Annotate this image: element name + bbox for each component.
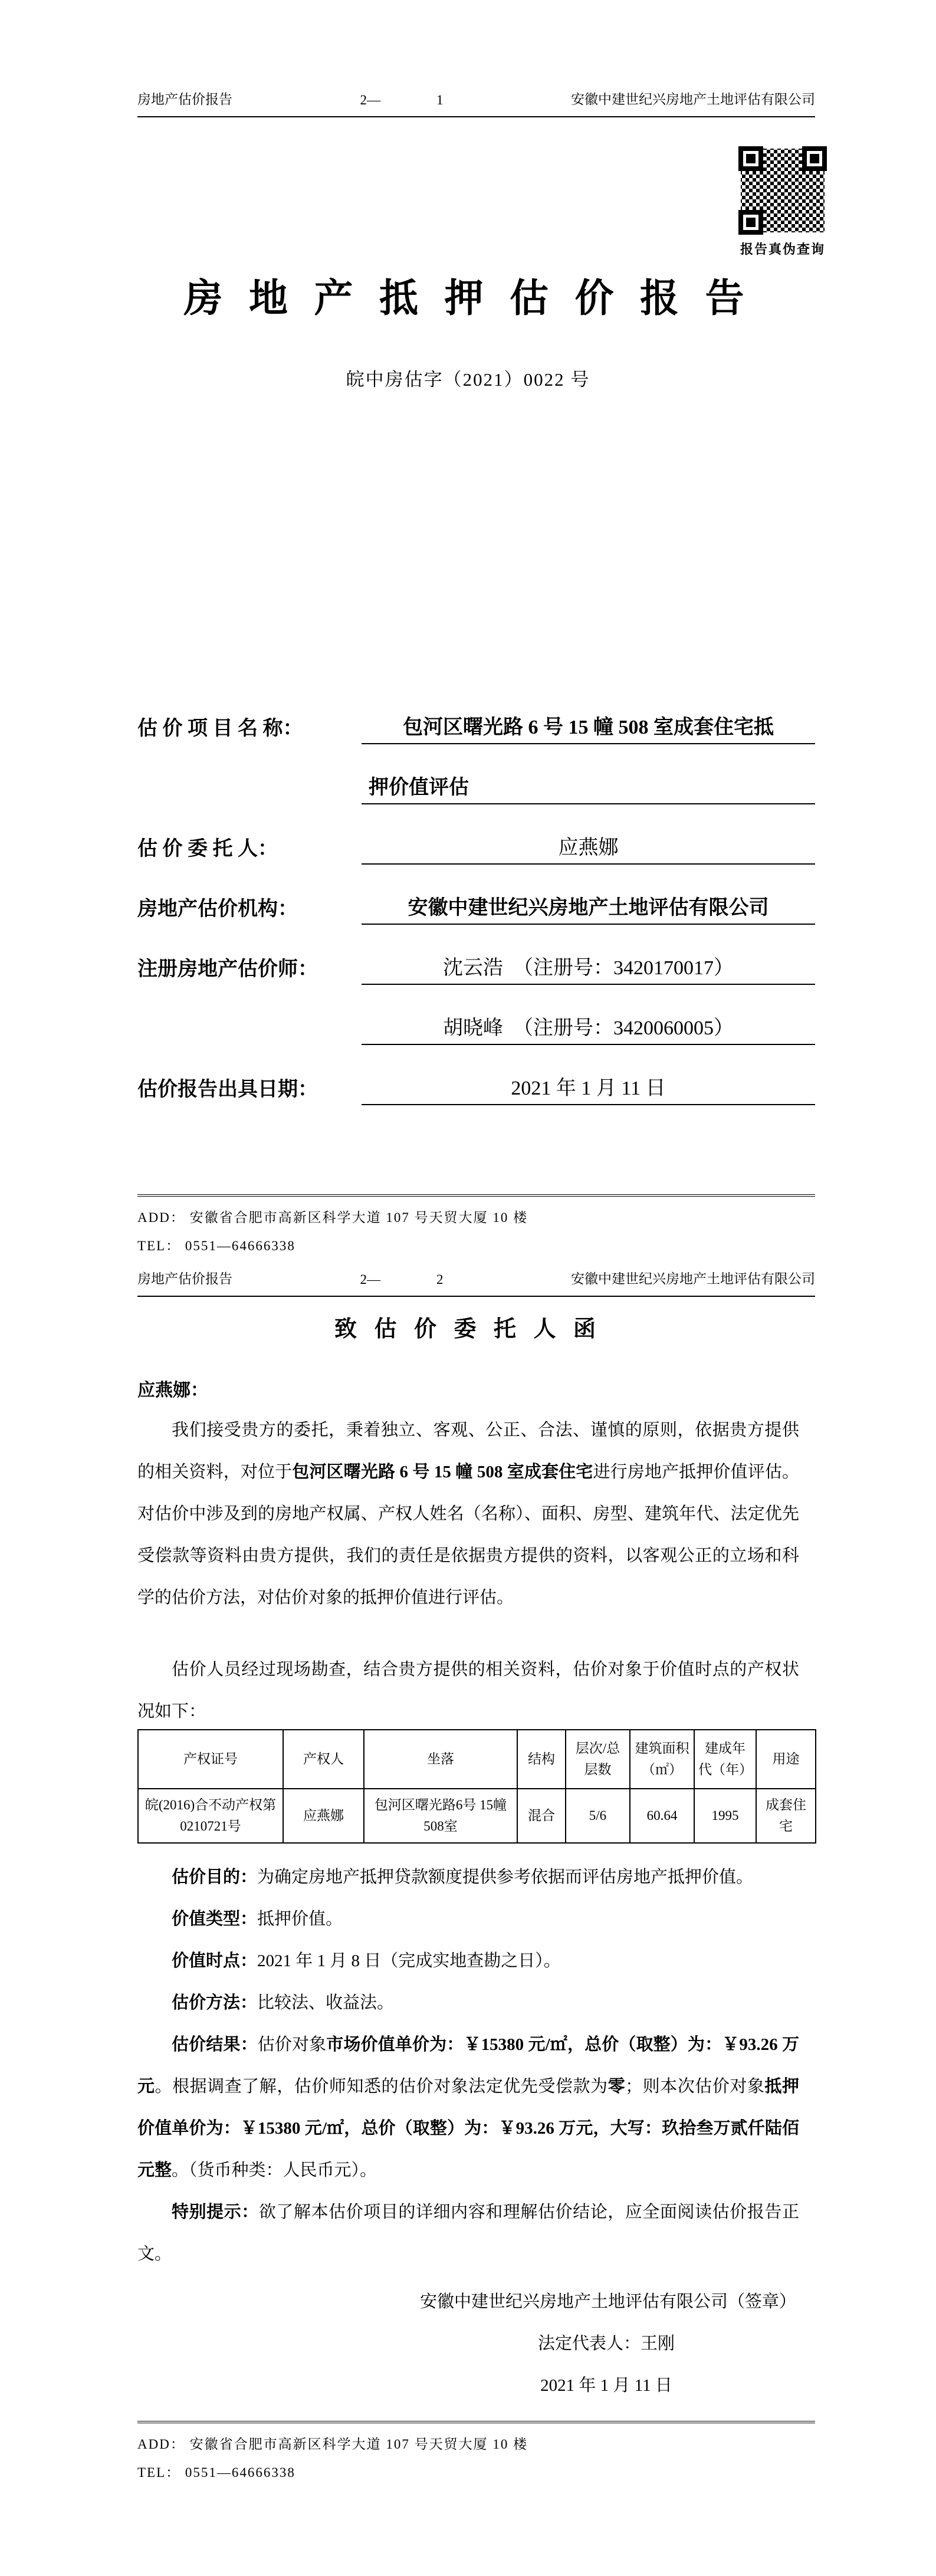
signature-legal-representative: 法定代表人：王刚 [537,2334,675,2353]
field-label-spacer [137,801,362,804]
letter-paragraph-1 [137,1409,799,1619]
signature-date: 2021 年 1 月 11 日 [540,2376,672,2395]
letter-paragraph-2 [137,1649,799,1733]
item-method [137,1982,799,2024]
cell-location: 包河区曙光路6号 15幢508室 [364,1789,517,1843]
property-table [137,1729,816,1844]
field-appraiser-2 [137,985,815,1045]
qr-caption: 报告真伪查询 [740,242,825,257]
item-text: ，大写： [593,2119,662,2138]
cell-use: 成套住宅 [756,1789,816,1843]
qr-finder-icon [802,146,827,171]
page2-footer [137,2421,815,2487]
field-value: 胡晓峰 （注册号：3420060005） [362,1011,815,1045]
field-value: 应燕娜 [362,831,815,865]
item-label: 估价结果： [172,2035,258,2054]
field-value: 沈云浩 （注册号：3420170017） [362,951,815,985]
item-text: 欲了解本估价项目的详细内容和理解估价结论，应全面阅读估价报告正文。 [137,2203,799,2263]
header-page-indicator [360,1272,444,1287]
property-name-emphasis: 包河区曙光路 6 号 15 幢 508 室成套住宅 [292,1463,593,1481]
cell-cert-number: 皖(2016)合不动产权第0210721号 [138,1789,283,1843]
header-page-number: 2 [436,1272,444,1287]
col-use: 用途 [756,1730,816,1789]
field-label-spacer [137,1041,362,1045]
field-label: 估价报告出具日期： [137,1079,318,1100]
header-page-number: 1 [436,93,444,107]
field-project-name [137,684,815,744]
letter-salutation: 应燕娜： [137,1381,208,1400]
field-label: 房地产估价机构： [137,898,298,920]
footer-address: ADD： 安徽省合肥市高新区科学大道 107 号天贸大厦 10 楼 [137,1210,528,1225]
col-structure: 结构 [517,1730,566,1789]
field-report-date [137,1045,815,1105]
footer-phone: TEL： 0551—64666338 [137,1238,295,1253]
field-appraiser-1 [137,925,815,985]
header-page-prefix: 2— [360,1272,380,1287]
field-project-name-cont [137,744,815,804]
cell-floor: 5/6 [566,1789,630,1843]
result-market-value: 市场价值单价为：￥15380 元/㎡，总价（取整）为：￥93.26 万元 [137,2035,799,2096]
cover-fields [137,684,815,1105]
item-result [137,2024,799,2191]
cell-year-built: 1995 [694,1789,756,1843]
qr-finder-icon [738,146,763,171]
appraisal-items [137,1857,799,2275]
signature-block [412,2281,801,2407]
item-label: 估价目的： [172,1868,258,1887]
page1-footer [137,1194,815,1260]
col-area: 建筑面积（㎡） [630,1730,694,1789]
result-mortgage-value: 抵押价值单价为：￥15380 元/㎡，总价（取整）为：￥93.26 万元 [137,2077,799,2138]
field-value: 押价值评估 [362,771,815,804]
item-text: 。（货币种类：人民币元）。 [172,2161,377,2180]
item-special-note [137,2191,799,2275]
result-prior-claims: 零 [607,2077,626,2096]
item-text: 。根据调查了解，估价师知悉的估价对象法定优先受偿款为 [155,2077,608,2096]
item-label: 价值时点： [172,1951,258,1970]
report-title: 房 地 产 抵 押 估 价 报 告 [183,277,753,320]
item-value-type [137,1898,799,1940]
footer-address: ADD： 安徽省合肥市高新区科学大道 107 号天贸大厦 10 楼 [137,2437,528,2452]
header-company-name: 安徽中建世纪兴房地产土地评估有限公司 [571,1271,815,1286]
col-cert-number: 产权证号 [138,1730,283,1789]
field-value: 2021 年 1 月 11 日 [362,1072,815,1105]
col-year-built: 建成年代（年） [694,1730,756,1789]
header-page-indicator [360,93,444,108]
signature-company: 安徽中建世纪兴房地产土地评估有限公司（签章） [419,2292,796,2311]
cell-owner: 应燕娜 [283,1789,364,1843]
col-floor: 层次/总层数 [566,1730,630,1789]
field-client [137,804,815,865]
field-value: 安徽中建世纪兴房地产土地评估有限公司 [362,891,815,925]
paragraph-text: 我们接受贵方的委托，秉着独立、客观、公正、合法、谨慎的原则，依据贵方提供的相关资料，对位于 [137,1421,799,1481]
letter-title: 致 估 价 委 托 人 函 [334,1317,602,1342]
item-label: 估价方法： [172,1993,258,2012]
field-value: 包河区曙光路 6 号 15 幢 508 室成套住宅抵 [362,711,815,744]
item-purpose [137,1857,799,1898]
item-label: 价值类型： [172,1910,258,1928]
item-value-date [137,1940,799,1982]
item-text: 比较法、收益法。 [257,1993,395,2012]
footer-phone: TEL： 0551—64666338 [137,2465,295,2480]
qr-block [736,146,829,258]
item-text: 2021 年 1 月 8 日（完成实地查勘之日）。 [257,1951,561,1970]
col-owner: 产权人 [283,1730,364,1789]
item-text: ；则本次估价对象 [625,2077,765,2096]
item-text: 估价对象 [257,2035,327,2054]
report-number: 皖中房估字（2021）0022 号 [346,369,590,390]
field-label: 估 价 项 目 名 称： [137,718,303,740]
item-text: 抵押价值。 [257,1910,343,1928]
field-agency [137,865,815,925]
field-label: 注册房地产估价师： [137,958,318,980]
table-header-row [138,1730,816,1789]
page1-running-header [137,88,815,117]
qr-finder-icon [738,210,763,235]
cell-structure: 混合 [517,1789,566,1843]
item-label: 特别提示： [172,2203,259,2222]
cell-area: 60.64 [630,1789,694,1843]
header-company-name: 安徽中建世纪兴房地产土地评估有限公司 [571,92,815,107]
header-doc-type: 房地产估价报告 [137,1271,232,1286]
table-row [138,1789,816,1843]
paragraph-text: 进行房地产抵押价值评估。对估价中涉及到的房地产权属、产权人姓名（名称）、面积、房型、建筑年代、法定优先受偿款等资料由贵方提供，我们的责任是依据贵方提供的资料，以客观公正的立场和科学的估价方法，对估价对象的抵押价值进行评估。 [137,1463,799,1607]
header-doc-type: 房地产估价报告 [137,92,232,107]
field-label: 估 价 委 托 人： [137,838,278,860]
col-location: 坐落 [364,1730,517,1789]
header-page-prefix: 2— [360,93,380,107]
item-text: 为确定房地产抵押贷款额度提供参考依据而评估房地产抵押价值。 [257,1868,754,1887]
qr-code [738,146,827,235]
result-amount-words: 玖拾叁万贰仟陆佰元整 [137,2119,799,2180]
paragraph-text: 估价人员经过现场勘查，结合贵方提供的相关资料，估价对象于价值时点的产权状况如下： [137,1660,799,1721]
page2-running-header [137,1268,815,1297]
